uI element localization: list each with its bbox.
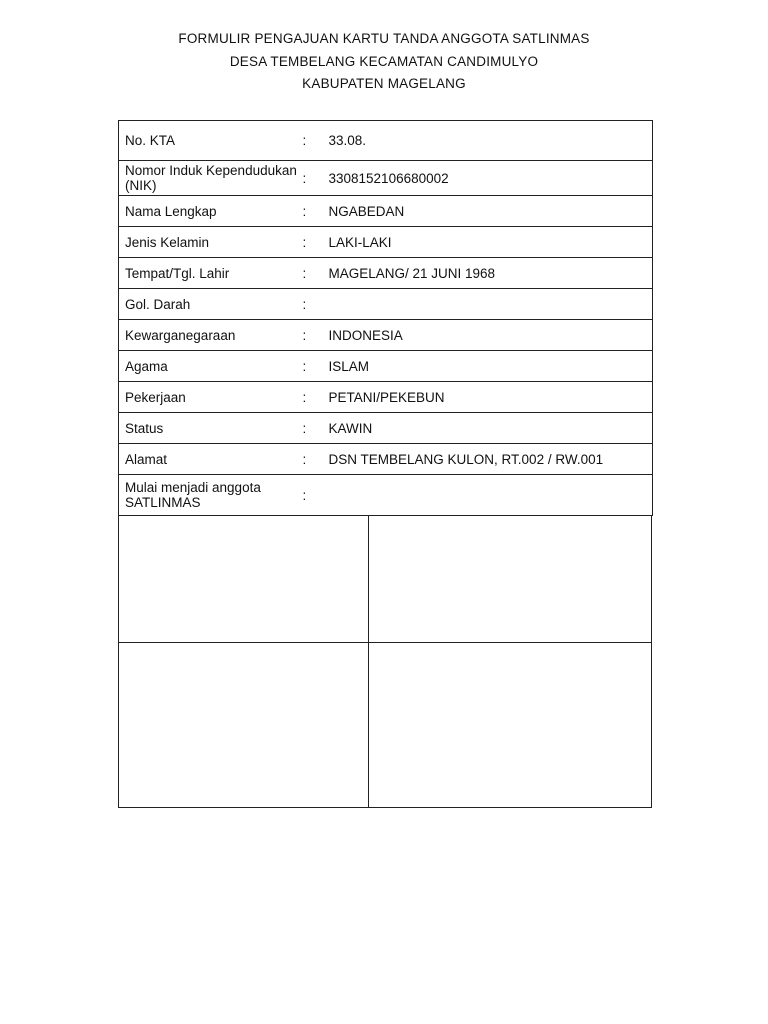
member-data-table [118, 120, 653, 516]
field-value: 3308152106680002 [329, 161, 653, 196]
form-title: FORMULIR PENGAJUAN KARTU TANDA ANGGOTA SATLINMAS [178, 31, 590, 46]
grid-vertical-divider [368, 516, 369, 807]
field-label: No. KTA [119, 121, 303, 161]
field-value: LAKI-LAKI [329, 227, 653, 258]
form-header [0, 28, 768, 96]
field-row-kewarganegaraan [119, 320, 653, 351]
field-separator: : [303, 289, 329, 320]
field-row-kta [119, 121, 653, 161]
field-label: Agama [119, 351, 303, 382]
field-value: KAWIN [329, 413, 653, 444]
field-label: Mulai menjadi anggota SATLINMAS [119, 475, 303, 516]
field-value [329, 289, 653, 320]
field-label: Gol. Darah [119, 289, 303, 320]
photo-signature-grid [118, 516, 652, 808]
field-separator: : [303, 351, 329, 382]
field-label: Alamat [119, 444, 303, 475]
field-label: Kewarganegaraan [119, 320, 303, 351]
field-separator: : [303, 161, 329, 196]
field-value: MAGELANG/ 21 JUNI 1968 [329, 258, 653, 289]
field-separator: : [303, 382, 329, 413]
field-separator: : [303, 227, 329, 258]
field-row-gol-darah [119, 289, 653, 320]
field-value [329, 475, 653, 516]
field-value: PETANI/PEKEBUN [329, 382, 653, 413]
field-value: DSN TEMBELANG KULON, RT.002 / RW.001 [329, 444, 653, 475]
field-label: Jenis Kelamin [119, 227, 303, 258]
field-value: 33.08. [329, 121, 653, 161]
field-value: NGABEDAN [329, 196, 653, 227]
field-row-tempat-tgl-lahir [119, 258, 653, 289]
field-separator: : [303, 444, 329, 475]
field-row-status [119, 413, 653, 444]
field-label: Nomor Induk Kependudukan (NIK) [119, 161, 303, 196]
form-subtitle-regency: KABUPATEN MAGELANG [302, 76, 466, 91]
field-separator: : [303, 121, 329, 161]
field-separator: : [303, 413, 329, 444]
field-separator: : [303, 475, 329, 516]
field-label: Nama Lengkap [119, 196, 303, 227]
field-separator: : [303, 258, 329, 289]
field-value: INDONESIA [329, 320, 653, 351]
field-separator: : [303, 320, 329, 351]
field-row-pekerjaan [119, 382, 653, 413]
field-row-nama [119, 196, 653, 227]
field-row-alamat [119, 444, 653, 475]
field-label: Status [119, 413, 303, 444]
field-label: Pekerjaan [119, 382, 303, 413]
field-label: Tempat/Tgl. Lahir [119, 258, 303, 289]
field-row-jenis-kelamin [119, 227, 653, 258]
field-row-nik [119, 161, 653, 196]
field-separator: : [303, 196, 329, 227]
grid-horizontal-divider [119, 642, 651, 643]
field-row-agama [119, 351, 653, 382]
field-row-mulai-anggota [119, 475, 653, 516]
form-subtitle-village: DESA TEMBELANG KECAMATAN CANDIMULYO [229, 53, 539, 69]
field-value: ISLAM [329, 351, 653, 382]
